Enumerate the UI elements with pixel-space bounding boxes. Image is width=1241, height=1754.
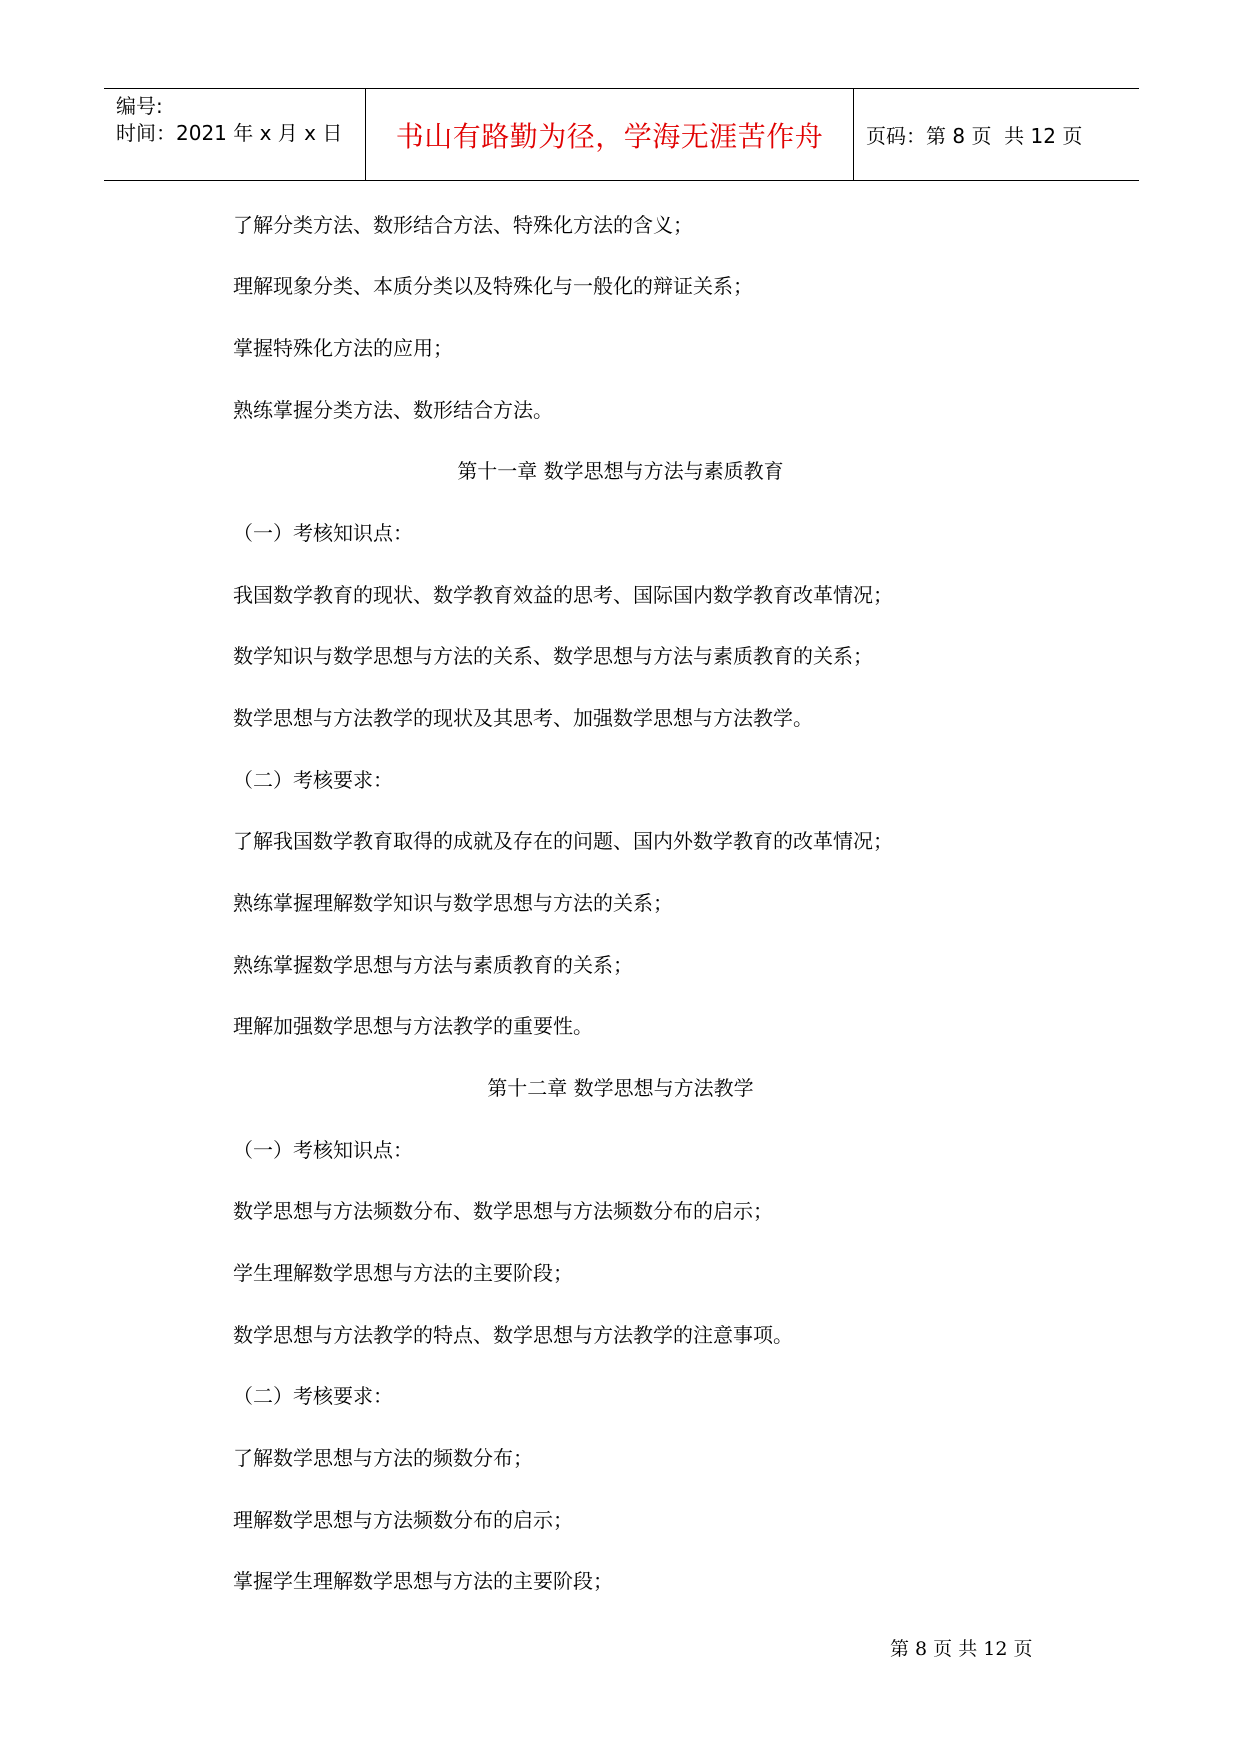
- body-line: 数学思想与方法教学的现状及其思考、加强数学思想与方法教学。: [233, 706, 813, 730]
- body-line: 掌握学生理解数学思想与方法的主要阶段；: [233, 1569, 613, 1593]
- chapter-heading: 第十二章 数学思想与方法教学: [487, 1076, 754, 1100]
- body-line: 熟练掌握理解数学知识与数学思想与方法的关系；: [233, 891, 673, 915]
- document-time-label: 时间：2021 年 x 月 x 日: [116, 121, 343, 145]
- section-heading: （一）考核知识点：: [233, 1138, 413, 1162]
- document-number-label: 编号:: [116, 94, 163, 118]
- body-line: 数学思想与方法教学的特点、数学思想与方法教学的注意事项。: [233, 1323, 793, 1347]
- body-line: 掌握特殊化方法的应用；: [233, 336, 453, 360]
- body-line: 熟练掌握分类方法、数形结合方法。: [233, 398, 553, 422]
- chapter-heading: 第十一章 数学思想与方法与素质教育: [457, 459, 784, 483]
- body-line: 熟练掌握数学思想与方法与素质教育的关系；: [233, 953, 633, 977]
- section-heading: （一）考核知识点：: [233, 521, 413, 545]
- section-heading: （二）考核要求：: [233, 768, 393, 792]
- header-motto: 书山有路勤为径，学海无涯苦作舟: [366, 89, 854, 180]
- body-line: 理解加强数学思想与方法教学的重要性。: [233, 1014, 593, 1038]
- section-heading: （二）考核要求：: [233, 1384, 393, 1408]
- page-footer: 第 8 页 共 12 页: [890, 1638, 1033, 1660]
- body-line: 了解数学思想与方法的频数分布；: [233, 1446, 533, 1470]
- body-line: 理解现象分类、本质分类以及特殊化与一般化的辩证关系；: [233, 274, 753, 298]
- body-line: 数学知识与数学思想与方法的关系、数学思想与方法与素质教育的关系；: [233, 644, 873, 668]
- header-meta: [104, 89, 366, 180]
- body-line: 了解我国数学教育取得的成就及存在的问题、国内外数学教育的改革情况；: [233, 829, 893, 853]
- body-line: 数学思想与方法频数分布、数学思想与方法频数分布的启示；: [233, 1199, 773, 1223]
- page-header: [104, 88, 1139, 181]
- body-line: 我国数学教育的现状、数学教育效益的思考、国际国内数学教育改革情况；: [233, 583, 893, 607]
- body-line: 学生理解数学思想与方法的主要阶段；: [233, 1261, 573, 1285]
- header-page-label: 页码：第 8 页 共 12 页: [866, 124, 1083, 148]
- body-line: 了解分类方法、数形结合方法、特殊化方法的含义；: [233, 213, 693, 237]
- body-line: 理解数学思想与方法频数分布的启示；: [233, 1508, 573, 1532]
